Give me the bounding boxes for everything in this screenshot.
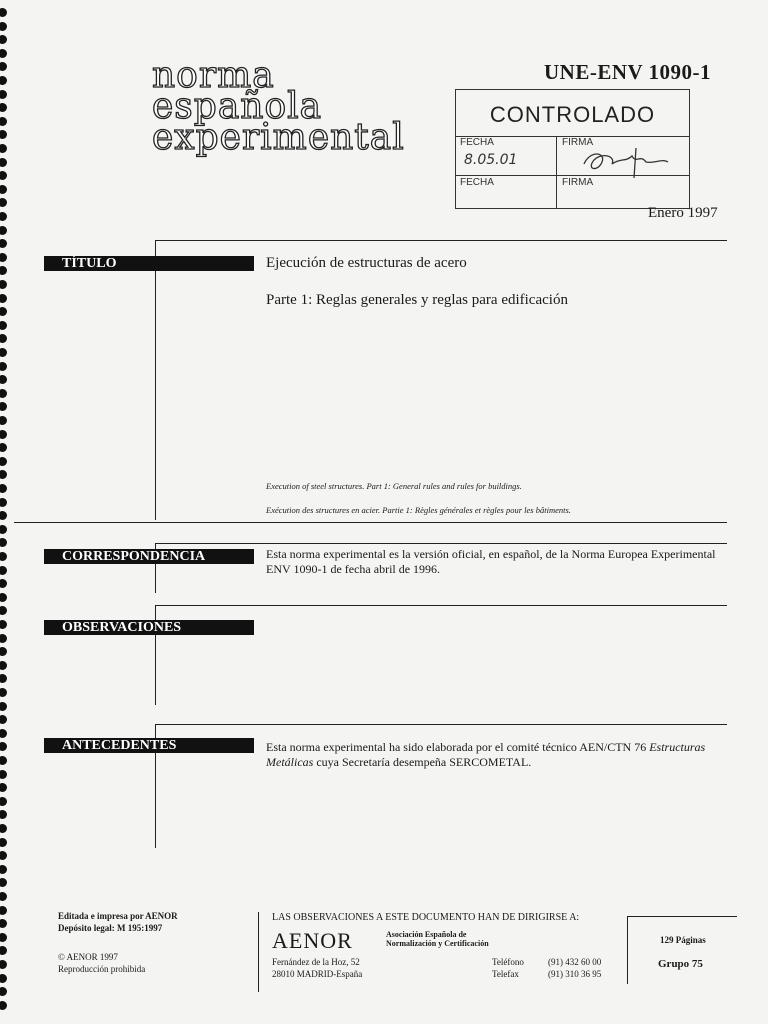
titulo-line-1: Ejecución de estructuras de acero — [266, 255, 467, 271]
footer-pages: 129 Páginas — [660, 935, 706, 945]
binding-hole — [0, 797, 7, 806]
binding-hole — [0, 253, 7, 262]
antecedentes-text-c: cuya Secretaría desempeña SERCOMETAL. — [313, 755, 532, 769]
footer-address-2: 28010 MADRID-España — [272, 969, 363, 979]
binding-hole — [0, 783, 7, 792]
antecedentes-top-rule — [155, 724, 727, 725]
binding-hole — [0, 770, 7, 779]
binding-hole — [0, 171, 7, 180]
antecedentes-label: ANTECEDENTES — [44, 738, 254, 753]
binding-hole — [0, 35, 7, 44]
stamp-fecha-label-1: FECHA — [460, 137, 494, 148]
binding-hole — [0, 402, 7, 411]
stamp-column-divider — [556, 136, 557, 208]
footer-deposito-legal: Depósito legal: M 195:1997 — [58, 923, 163, 933]
binding-hole — [0, 810, 7, 819]
controlado-stamp — [455, 89, 690, 209]
title-line-2: española — [152, 86, 323, 127]
title-line-3: experimental — [152, 117, 405, 158]
binding-hole — [0, 416, 7, 425]
titulo-bottom-rule — [14, 522, 727, 523]
binding-hole — [0, 158, 7, 167]
antecedentes-text-a: Esta norma experimental ha sido elaborada por el comité técnico AEN/CTN 76 — [266, 740, 647, 754]
binding-hole — [0, 22, 7, 31]
binding-hole — [0, 49, 7, 58]
binding-hole — [0, 919, 7, 928]
binding-hole — [0, 389, 7, 398]
binding-hole — [0, 498, 7, 507]
binding-hole — [0, 198, 7, 207]
stamp-fecha-label-2: FECHA — [460, 177, 494, 188]
binding-hole — [0, 552, 7, 561]
binding-hole — [0, 103, 7, 112]
footer-fax-value: (91) 310 36 95 — [548, 969, 602, 979]
binding-hole — [0, 130, 7, 139]
stamp-firma-label-2: FIRMA — [562, 177, 594, 188]
binding-hole — [0, 430, 7, 439]
binding-hole — [0, 294, 7, 303]
binding-hole — [0, 457, 7, 466]
binding-hole — [0, 362, 7, 371]
binding-hole — [0, 185, 7, 194]
binding-hole — [0, 960, 7, 969]
binding-hole — [0, 702, 7, 711]
observaciones-top-rule — [155, 605, 727, 606]
binding-hole — [0, 742, 7, 751]
binding-hole — [0, 90, 7, 99]
antecedentes-text-italic: Estructuras Metálicas — [266, 740, 706, 769]
footer-fax-label: Telefax — [492, 969, 519, 979]
standard-code: UNE-ENV 1090-1 — [544, 60, 712, 84]
title-line-1: norma — [152, 55, 275, 96]
titulo-french: Exécution des structures en acier. Partie 1: Règles générales et règles pour les bâtiments. — [266, 505, 571, 515]
binding-hole — [0, 470, 7, 479]
footer-reproduction: Reproducción prohibida — [58, 964, 146, 974]
binding-hole — [0, 892, 7, 901]
binding-hole — [0, 375, 7, 384]
titulo-top-rule — [155, 240, 727, 241]
binding-hole — [0, 484, 7, 493]
binding-hole — [0, 824, 7, 833]
binding-hole — [0, 933, 7, 942]
binding-hole — [0, 348, 7, 357]
binding-hole — [0, 280, 7, 289]
footer-publisher: Editada e impresa por AENOR — [58, 911, 178, 921]
titulo-line-2: Parte 1: Reglas generales y reglas para edificación — [266, 292, 568, 308]
binding-hole — [0, 8, 7, 17]
binding-hole — [0, 76, 7, 85]
binding-hole — [0, 1001, 7, 1010]
spiral-binding — [0, 0, 14, 1024]
binding-hole — [0, 729, 7, 738]
correspondencia-label: CORRESPONDENCIA — [44, 549, 254, 564]
stamp-fecha-value-1: 8.05.01 — [464, 152, 518, 168]
binding-hole — [0, 538, 7, 547]
binding-hole — [0, 620, 7, 629]
binding-hole — [0, 144, 7, 153]
correspondencia-text: Esta norma experimental es la versión oficial, en español, de la Norma Europea Experimental ENV 1090-1 de fecha abril de 1996. — [266, 547, 716, 576]
aenor-logo: AENOR — [272, 928, 353, 953]
binding-hole — [0, 579, 7, 588]
footer-right-divider — [627, 916, 628, 984]
binding-hole — [0, 212, 7, 221]
binding-hole — [0, 606, 7, 615]
norma-espanola-experimental-title — [152, 55, 405, 158]
footer-notice: LAS OBSERVACIONES A ESTE DOCUMENTO HAN DE DIRIGIRSE A: — [272, 912, 580, 923]
binding-hole — [0, 661, 7, 670]
binding-hole — [0, 266, 7, 275]
footer-copyright: © AENOR 1997 — [58, 952, 118, 962]
binding-hole — [0, 674, 7, 683]
footer-group: Grupo 75 — [658, 958, 703, 970]
footer-org-name-2: Normalización y Certificación — [386, 939, 489, 948]
binding-hole — [0, 715, 7, 724]
titulo-label: TÍTULO — [44, 256, 254, 271]
footer-left-divider — [258, 912, 259, 992]
binding-hole — [0, 593, 7, 602]
handwritten-signature — [576, 142, 686, 182]
binding-hole — [0, 634, 7, 643]
binding-hole — [0, 647, 7, 656]
titulo-english: Execution of steel structures. Part 1: General rules and rules for buildings. — [266, 481, 522, 491]
stamp-title: CONTROLADO — [489, 102, 656, 127]
footer-tel-label: Teléfono — [492, 957, 524, 967]
titulo-vertical-rule — [155, 240, 156, 520]
binding-hole — [0, 906, 7, 915]
binding-hole — [0, 117, 7, 126]
binding-hole — [0, 511, 7, 520]
binding-hole — [0, 321, 7, 330]
binding-hole — [0, 62, 7, 71]
footer-org-name-1: Asociación Española de — [386, 930, 467, 939]
binding-hole — [0, 851, 7, 860]
footer-address-1: Fernández de la Hoz, 52 — [272, 957, 360, 967]
observaciones-label: OBSERVACIONES — [44, 620, 254, 635]
binding-hole — [0, 865, 7, 874]
antecedentes-text — [266, 740, 731, 770]
binding-hole — [0, 566, 7, 575]
binding-hole — [0, 838, 7, 847]
stamp-firma-label-1: FIRMA — [562, 137, 594, 148]
binding-hole — [0, 946, 7, 955]
binding-hole — [0, 525, 7, 534]
binding-hole — [0, 688, 7, 697]
binding-hole — [0, 974, 7, 983]
binding-hole — [0, 987, 7, 996]
binding-hole — [0, 307, 7, 316]
binding-hole — [0, 239, 7, 248]
binding-hole — [0, 756, 7, 765]
binding-hole — [0, 878, 7, 887]
standard-date: Enero 1997 — [648, 205, 718, 221]
correspondencia-top-rule — [155, 543, 727, 544]
footer-right-top-rule — [627, 916, 737, 917]
binding-hole — [0, 443, 7, 452]
footer-tel-value: (91) 432 60 00 — [548, 957, 602, 967]
binding-hole — [0, 334, 7, 343]
binding-hole — [0, 226, 7, 235]
